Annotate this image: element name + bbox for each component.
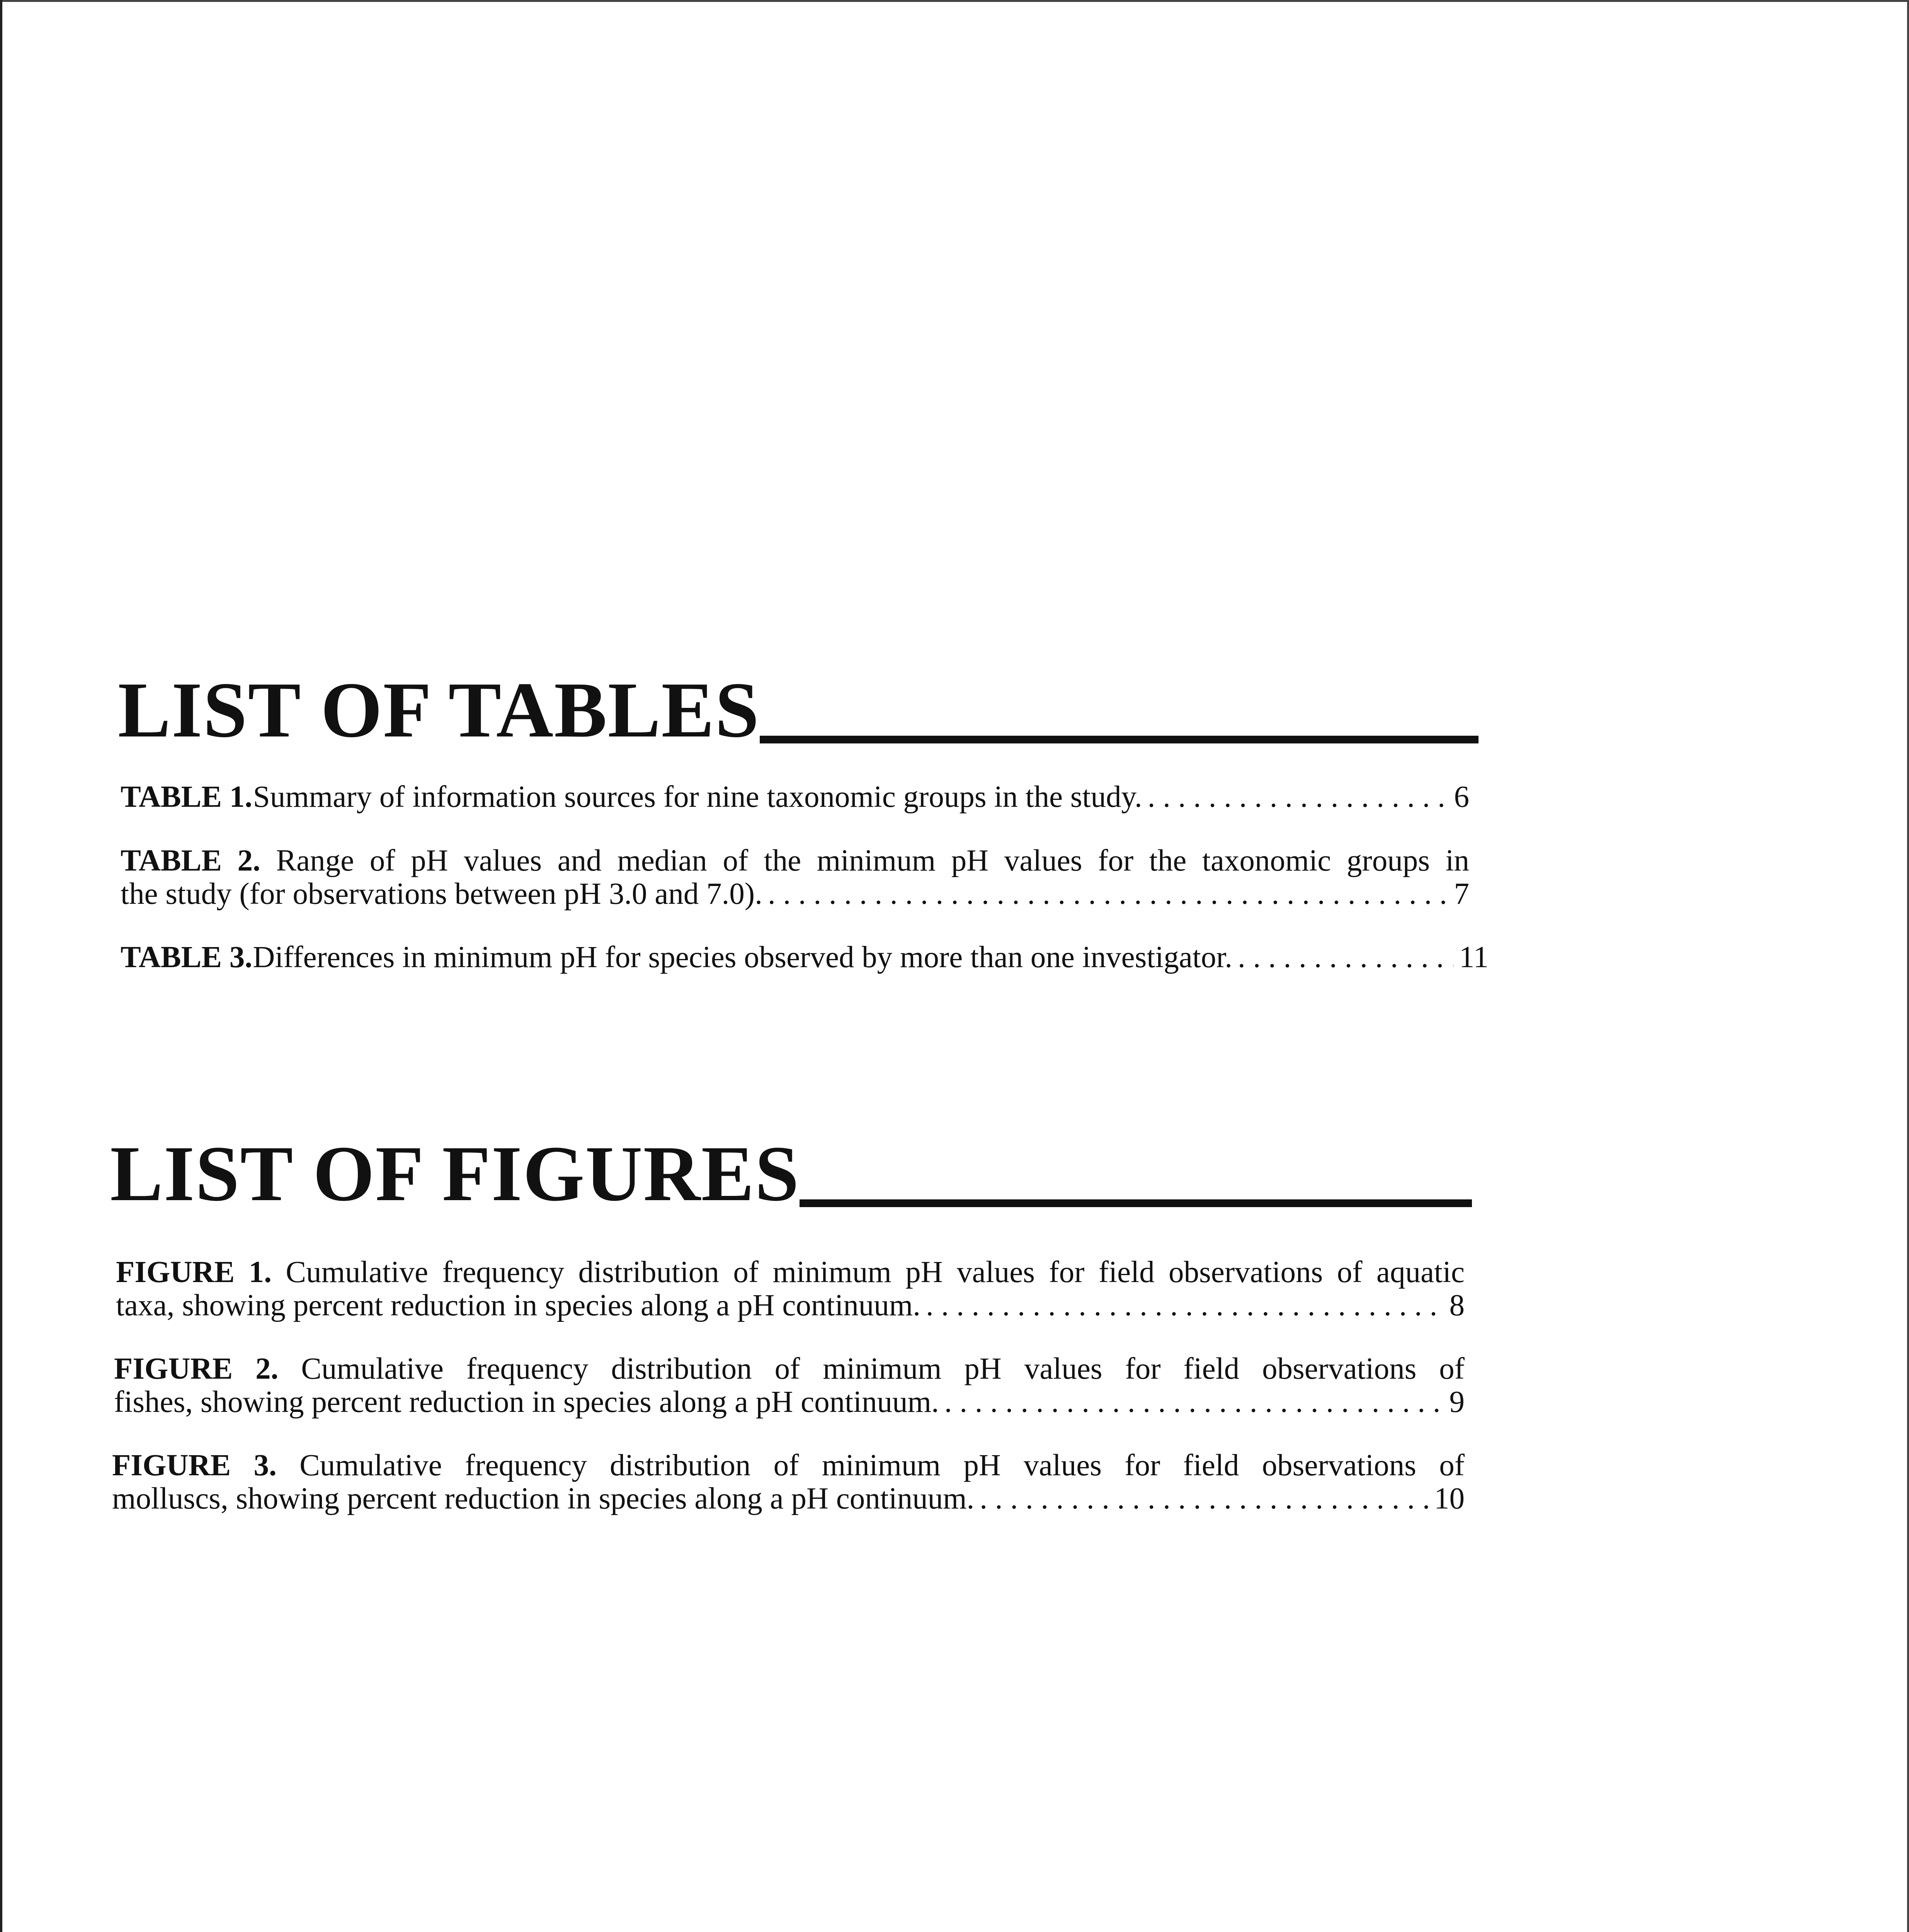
entry-label: FIGURE 1. [116, 1255, 286, 1289]
entry-first-line [112, 1449, 1465, 1482]
entry-text: Differences in minimum pH for species observed by more than one investigator. [253, 940, 1232, 974]
entry-text-continued: taxa, showing percent reduction in species along a pH continuum. [116, 1289, 920, 1322]
dot-leader [768, 878, 1449, 911]
entry-text-continued: the study (for observations between pH 3.0 and 7.0). [121, 877, 762, 911]
list-of-figures-title: LIST OF FIGURES [110, 1130, 800, 1218]
list-of-figures-heading [110, 1130, 1472, 1218]
toc-entry-table-2[interactable] [121, 844, 1469, 911]
page-number: 10 [1434, 1482, 1465, 1515]
entry-label: TABLE 3. [121, 940, 252, 974]
heading-rule [760, 736, 1479, 743]
page-number: 6 [1454, 780, 1469, 814]
toc-entry-figure-1[interactable] [116, 1256, 1465, 1322]
page-number: 7 [1454, 877, 1469, 911]
entry-first-line [121, 844, 1469, 878]
list-of-tables-title: LIST OF TABLES [118, 666, 760, 754]
entry-text: Range of pH values and median of the minimum pH values for the taxonomic groups in [276, 844, 1469, 878]
entry-text: Cumulative frequency distribution of minimum pH values for field observations of [301, 1352, 1465, 1386]
dot-leader [980, 1482, 1429, 1515]
dot-leader [1238, 941, 1454, 974]
entry-label: FIGURE 3. [112, 1449, 300, 1482]
entry-label: FIGURE 2. [114, 1352, 301, 1386]
entry-first-line [116, 1256, 1465, 1289]
scan-edge-top [0, 0, 1909, 2]
scan-edge-left [0, 0, 2, 1932]
toc-entry-figure-2[interactable] [114, 1352, 1465, 1419]
page-number: 11 [1459, 940, 1489, 974]
dot-leader [1148, 781, 1449, 814]
entry-text: Summary of information sources for nine taxonomic groups in the study. [253, 780, 1142, 814]
entry-text: Cumulative frequency distribution of minimum pH values for field observations of [299, 1449, 1465, 1482]
entry-text-continued: molluscs, showing percent reduction in species along a pH continuum. [112, 1482, 975, 1515]
dot-leader [944, 1386, 1444, 1419]
entry-label: TABLE 1. [121, 780, 252, 814]
list-of-tables-heading [118, 666, 1479, 754]
entry-first-line [114, 1352, 1465, 1386]
page-number: 8 [1449, 1289, 1465, 1322]
toc-entry-table-1[interactable] [121, 781, 1469, 814]
page-number: 9 [1449, 1385, 1465, 1419]
entry-text-continued: fishes, showing percent reduction in species along a pH continuum. [114, 1385, 939, 1419]
entry-label: TABLE 2. [121, 844, 276, 878]
entry-text: Cumulative frequency distribution of minimum pH values for field observations of aquatic [286, 1255, 1465, 1289]
scan-edge-right [1907, 0, 1909, 1932]
toc-entry-table-3[interactable] [121, 941, 1489, 974]
heading-rule [800, 1199, 1472, 1207]
toc-entry-figure-3[interactable] [112, 1449, 1465, 1515]
dot-leader [926, 1289, 1444, 1322]
